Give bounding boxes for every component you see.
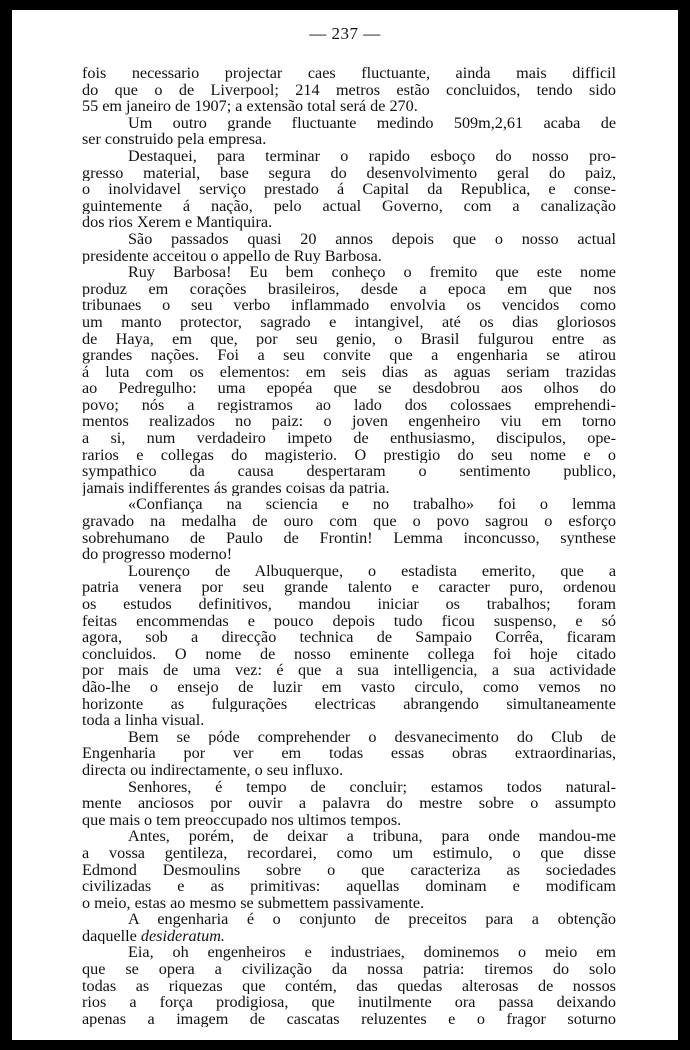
text-line: dão-lhe o ensejo de luzir em vasto circulo, como vemos no — [82, 678, 616, 696]
text-line: ser construido pela empresa. — [82, 131, 267, 148]
text-line: Edmond Desmoulins sobre o que caracteriza as sociedades — [82, 861, 616, 879]
text-line: gresso material, base segura do desenvolvimento geral do paiz, — [82, 164, 616, 182]
document-page — [12, 10, 678, 1040]
paragraph — [82, 65, 616, 115]
text-line: Antes, porém, de deixar a tribuna, para onde mandou-me — [128, 828, 616, 845]
text-line: gravado na medalha de ouro com que o povo sagrou o esforço — [82, 513, 616, 530]
text-line: mentos realizados no paiz: o joven engenheiro viu em torno — [82, 413, 616, 431]
text-line: Um outro grande fluctuante medindo 509m,2,61 acaba de — [128, 114, 616, 132]
text-line: rios a força prodigiosa, que inutilmente ora passa deixando — [82, 994, 616, 1011]
body-text — [82, 65, 616, 1027]
text-line: um manto protector, sagrado e intangivel, até os dias gloriosos — [82, 313, 616, 331]
text-line: o inolvidavel serviço prestado á Capital da Republica, e conse- — [82, 181, 616, 198]
text-line: «Confiança na sciencia e no trabalho» foi o lemma — [128, 496, 616, 514]
paragraph — [82, 779, 616, 829]
text-line: sympathico da causa despertaram o sentimento publico, — [82, 463, 616, 480]
paragraph — [82, 911, 616, 944]
paragraph — [82, 115, 616, 148]
text-line: povo; nós a registramos ao lado dos colossaes emprehendi- — [82, 396, 616, 414]
text-line: Bem se póde comprehender o desvanecimento do Club de — [128, 728, 616, 746]
page-number: — 237 — — [309, 24, 381, 43]
text-line: sobrehumano de Paulo de Frontin! Lemma inconcusso, synthese — [82, 529, 616, 547]
text-line: do que o de Liverpool; 214 metros estão concluidos, tendo sido — [82, 81, 616, 99]
text-line: todas as riquezas que contém, das quedas alterosas de nossos — [82, 977, 616, 995]
text-line: de Haya, em que, por seu genio, o Brasil fulgurou entre as — [82, 330, 616, 348]
text-line: fois necessario projectar caes fluctuante, ainda mais difficil — [82, 65, 616, 82]
text-line: Destaquei, para terminar o rapido esboço do nosso pro- — [128, 147, 616, 165]
text-line: presidente acceitou o appello de Ruy Barbosa. — [82, 247, 382, 265]
text-line: São passados quasi 20 annos depois que o nosso actual — [128, 230, 616, 248]
text-line: que se opera a civilização da nossa patria: tiremos do solo — [82, 961, 616, 978]
text-line: que mais o tem preoccupado nos ultimos tempos. — [82, 811, 402, 829]
text-line: a vossa gentileza, recordarei, como um estimulo, o que disse — [82, 844, 616, 862]
text-line: o meio, estas ao mesmo se submettem passivamente. — [82, 894, 425, 912]
text-line: concluidos. O nome de nosso eminente collega foi hoje citado — [82, 645, 616, 663]
text-line: daquelle desideratum. — [82, 927, 225, 945]
italic-term: desideratum. — [140, 927, 225, 945]
paragraph — [82, 231, 616, 264]
paragraph — [82, 944, 616, 1027]
text-line: apenas a imagem de cascatas reluzentes e o fragor soturno — [82, 1010, 616, 1028]
paragraph — [82, 264, 616, 496]
text-line: 55 em janeiro de 1907; a extensão total será de 270. — [82, 98, 418, 115]
text-line: rarios e collegas do magisterio. O prestigio do seu nome e o — [82, 446, 616, 464]
text-line: do progresso moderno! — [82, 546, 233, 563]
text-line: a si, num verdadeiro impeto de enthusiasmo, discipulos, ope- — [82, 430, 616, 447]
paragraph — [82, 729, 616, 779]
text-line: ao Pedregulho: uma epopéa que se desdobrou aos olhos do — [82, 380, 616, 397]
text-line: mente anciosos por ouvir a palavra do mestre sobre o assumpto — [82, 795, 616, 812]
text-line: por mais de uma vez: é que a sua intelligencia, a sua actividade — [82, 662, 616, 679]
text-line: Lourenço de Albuquerque, o estadista emerito, que a — [128, 562, 616, 580]
text-line: horizonte as fulgurações electricas abrangendo simultaneamente — [82, 695, 616, 713]
text-line: directa ou indirectamente, o seu influxo. — [82, 761, 344, 779]
text-line: Eia, oh engenheiros e industriaes, dominemos o meio em — [128, 944, 616, 962]
text-line: jamais indifferentes ás grandes coisas da patria. — [82, 479, 390, 497]
paragraph — [82, 563, 616, 729]
text-line: Ruy Barbosa! Eu bem conheço o fremito que este nome — [128, 264, 616, 281]
text-line: A engenharia é o conjunto de preceitos para a obtenção — [128, 911, 616, 928]
text-line: toda a linha visual. — [82, 712, 205, 729]
paragraph — [82, 828, 616, 911]
text-line: patria venera por seu grande talento e caracter puro, ordenou — [82, 579, 616, 596]
text-line: Senhores, é tempo de concluir; estamos todos natural- — [128, 778, 616, 796]
text-line: grandes nações. Foi a seu convite que a engenharia se atirou — [82, 347, 616, 364]
text-line: guintemente á nação, pelo actual Governo, com a canalização — [82, 197, 616, 215]
text-line: os estudos definitivos, mandou iniciar os trabalhos; foram — [82, 596, 616, 613]
text-line: Engenharia por ver em todas essas obras extraordinarias, — [82, 745, 616, 762]
text-line: agora, sob a direcção technica de Sampaio Corrêa, ficaram — [82, 629, 616, 646]
text-line: dos rios Xerem e Mantiquira. — [82, 214, 273, 231]
paragraph — [82, 496, 616, 562]
text-line: feitas encommendas e pouco depois tudo ficou suspenso, e só — [82, 612, 616, 630]
text-line: produz em corações brasileiros, desde a epoca em que nos — [82, 280, 616, 298]
text-line: á luta com os elementos: em seis dias as aguas seriam trazidas — [82, 363, 616, 381]
text-line: tribunaes o seu verbo inflammado envolvia os vencidos como — [82, 297, 616, 314]
paragraph — [82, 148, 616, 231]
text-line: civilizadas e as primitivas: aquellas dominam e modificam — [82, 878, 616, 895]
